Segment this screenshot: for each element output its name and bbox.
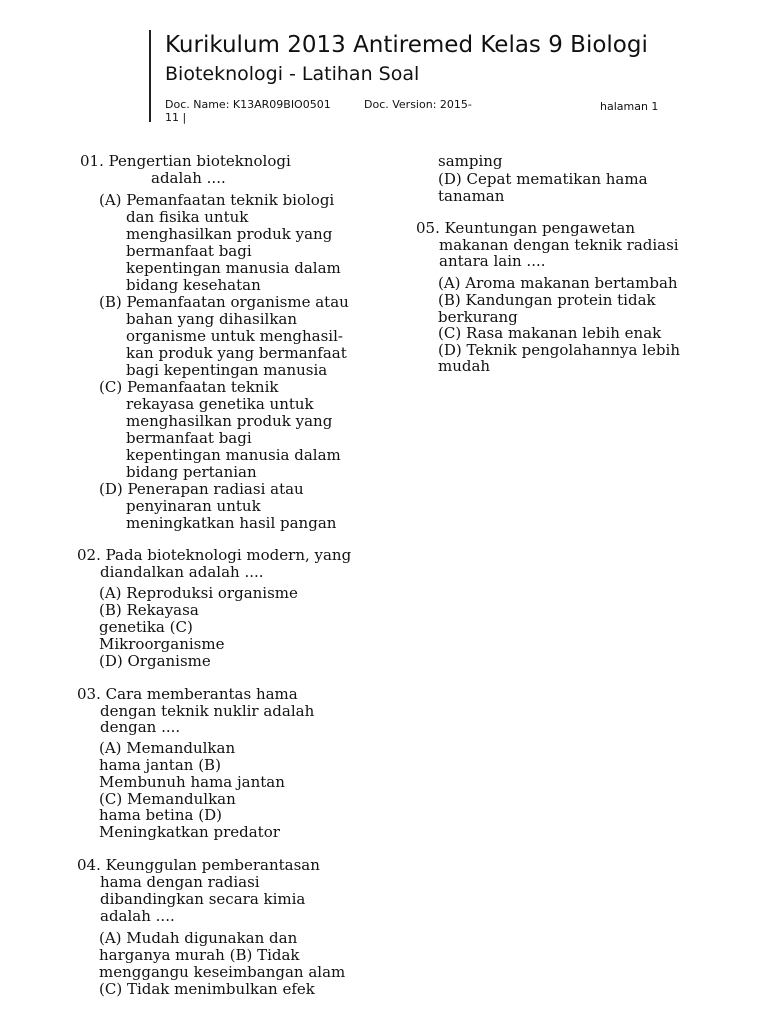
q4-option: (A) Mudah digunakan dan <box>99 929 298 947</box>
q1-option-d-line: meningkatkan hasil pangan <box>126 514 337 532</box>
q5-option: (B) Kandungan protein tidak <box>438 291 656 309</box>
header-divider <box>149 30 151 122</box>
question-3-stem: 03. Cara memberantas hama <box>77 685 298 703</box>
q2-option: (B) Rekayasa <box>99 601 199 619</box>
q1-option-a: (A) Pemanfaatan teknik biologi <box>99 191 335 209</box>
question-5-stem: 05. Keuntungan pengawetan <box>416 219 635 237</box>
q1-option-a-line: bermanfaat bagi <box>126 242 252 260</box>
q1-option-a-line: dan fisika untuk <box>126 208 249 226</box>
page-number: halaman 1 <box>600 100 659 113</box>
q1-option-b: (B) Pemanfaatan organisme atau <box>99 293 349 311</box>
q4-option-continued: (D) Cepat mematikan hama <box>438 170 648 188</box>
document-title: Kurikulum 2013 Antiremed Kelas 9 Biologi <box>165 32 648 58</box>
q5-option: (D) Teknik pengolahannya lebih <box>438 341 680 359</box>
q1-option-a-line: bidang kesehatan <box>126 276 261 294</box>
doc-version: Doc. Version: 2015- <box>364 98 472 111</box>
q1-option-b-line: organisme untuk menghasil- <box>126 327 343 345</box>
q5-option: (C) Rasa makanan lebih enak <box>438 324 662 342</box>
q1-option-c-line: bermanfaat bagi <box>126 429 252 447</box>
q1-option-d: (D) Penerapan radiasi atau <box>99 480 304 498</box>
q3-option: hama jantan (B) <box>99 756 221 774</box>
question-2-stem: diandalkan adalah .... <box>100 563 264 581</box>
q4-option: (C) Tidak menimbulkan efek <box>99 980 315 998</box>
q1-option-b-line: kan produk yang bermanfaat <box>126 344 347 362</box>
q3-option: (A) Memandulkan <box>99 739 236 757</box>
q2-option: (A) Reproduksi organisme <box>99 584 298 602</box>
q1-option-c-line: bidang pertanian <box>126 463 257 481</box>
q4-option-continued: samping <box>438 152 503 170</box>
q4-option-continued: tanaman <box>438 187 505 205</box>
q1-option-c-line: kepentingan manusia dalam <box>126 446 341 464</box>
q3-option: Meningkatkan predator <box>99 823 280 841</box>
doc-name: Doc. Name: K13AR09BIO0501 <box>165 98 331 111</box>
q2-option: Mikroorganisme <box>99 635 225 653</box>
question-4-stem: hama dengan radiasi <box>100 873 260 891</box>
q1-option-c-line: rekayasa genetika untuk <box>126 395 314 413</box>
document-subtitle: Bioteknologi - Latihan Soal <box>165 63 420 85</box>
q1-option-c-line: menghasilkan produk yang <box>126 412 333 430</box>
q3-option: hama betina (D) <box>99 806 222 824</box>
q2-option: genetika (C) <box>99 618 193 636</box>
question-5-stem: antara lain .... <box>439 252 546 270</box>
question-3-stem: dengan teknik nuklir adalah <box>100 702 315 720</box>
question-4-stem: dibandingkan secara kimia <box>100 890 306 908</box>
question-2-stem: 02. Pada bioteknologi modern, yang <box>77 546 352 564</box>
q4-option: menggangu keseimbangan alam <box>99 963 346 981</box>
question-1-stem: adalah .... <box>151 169 226 187</box>
question-4-stem: adalah .... <box>100 907 175 925</box>
q1-option-a-line: kepentingan manusia dalam <box>126 259 341 277</box>
question-4-stem: 04. Keunggulan pemberantasan <box>77 856 320 874</box>
question-3-stem: dengan .... <box>100 718 181 736</box>
q4-option: harganya murah (B) Tidak <box>99 946 300 964</box>
q1-option-d-line: penyinaran untuk <box>126 497 261 515</box>
question-1-stem: 01. Pengertian bioteknologi <box>80 152 291 170</box>
q3-option: Membunuh hama jantan <box>99 773 285 791</box>
q5-option: berkurang <box>438 308 518 326</box>
q2-option: (D) Organisme <box>99 652 211 670</box>
q5-option: (A) Aroma makanan bertambah <box>438 274 678 292</box>
q1-option-b-line: bagi kepentingan manusia <box>126 361 328 379</box>
q1-option-c: (C) Pemanfaatan teknik <box>99 378 279 396</box>
doc-version-continued: 11 | <box>165 111 187 124</box>
q5-option: mudah <box>438 357 491 375</box>
q1-option-b-line: bahan yang dihasilkan <box>126 310 298 328</box>
q3-option: (C) Memandulkan <box>99 790 236 808</box>
question-5-stem: makanan dengan teknik radiasi <box>439 236 679 254</box>
q1-option-a-line: menghasilkan produk yang <box>126 225 333 243</box>
